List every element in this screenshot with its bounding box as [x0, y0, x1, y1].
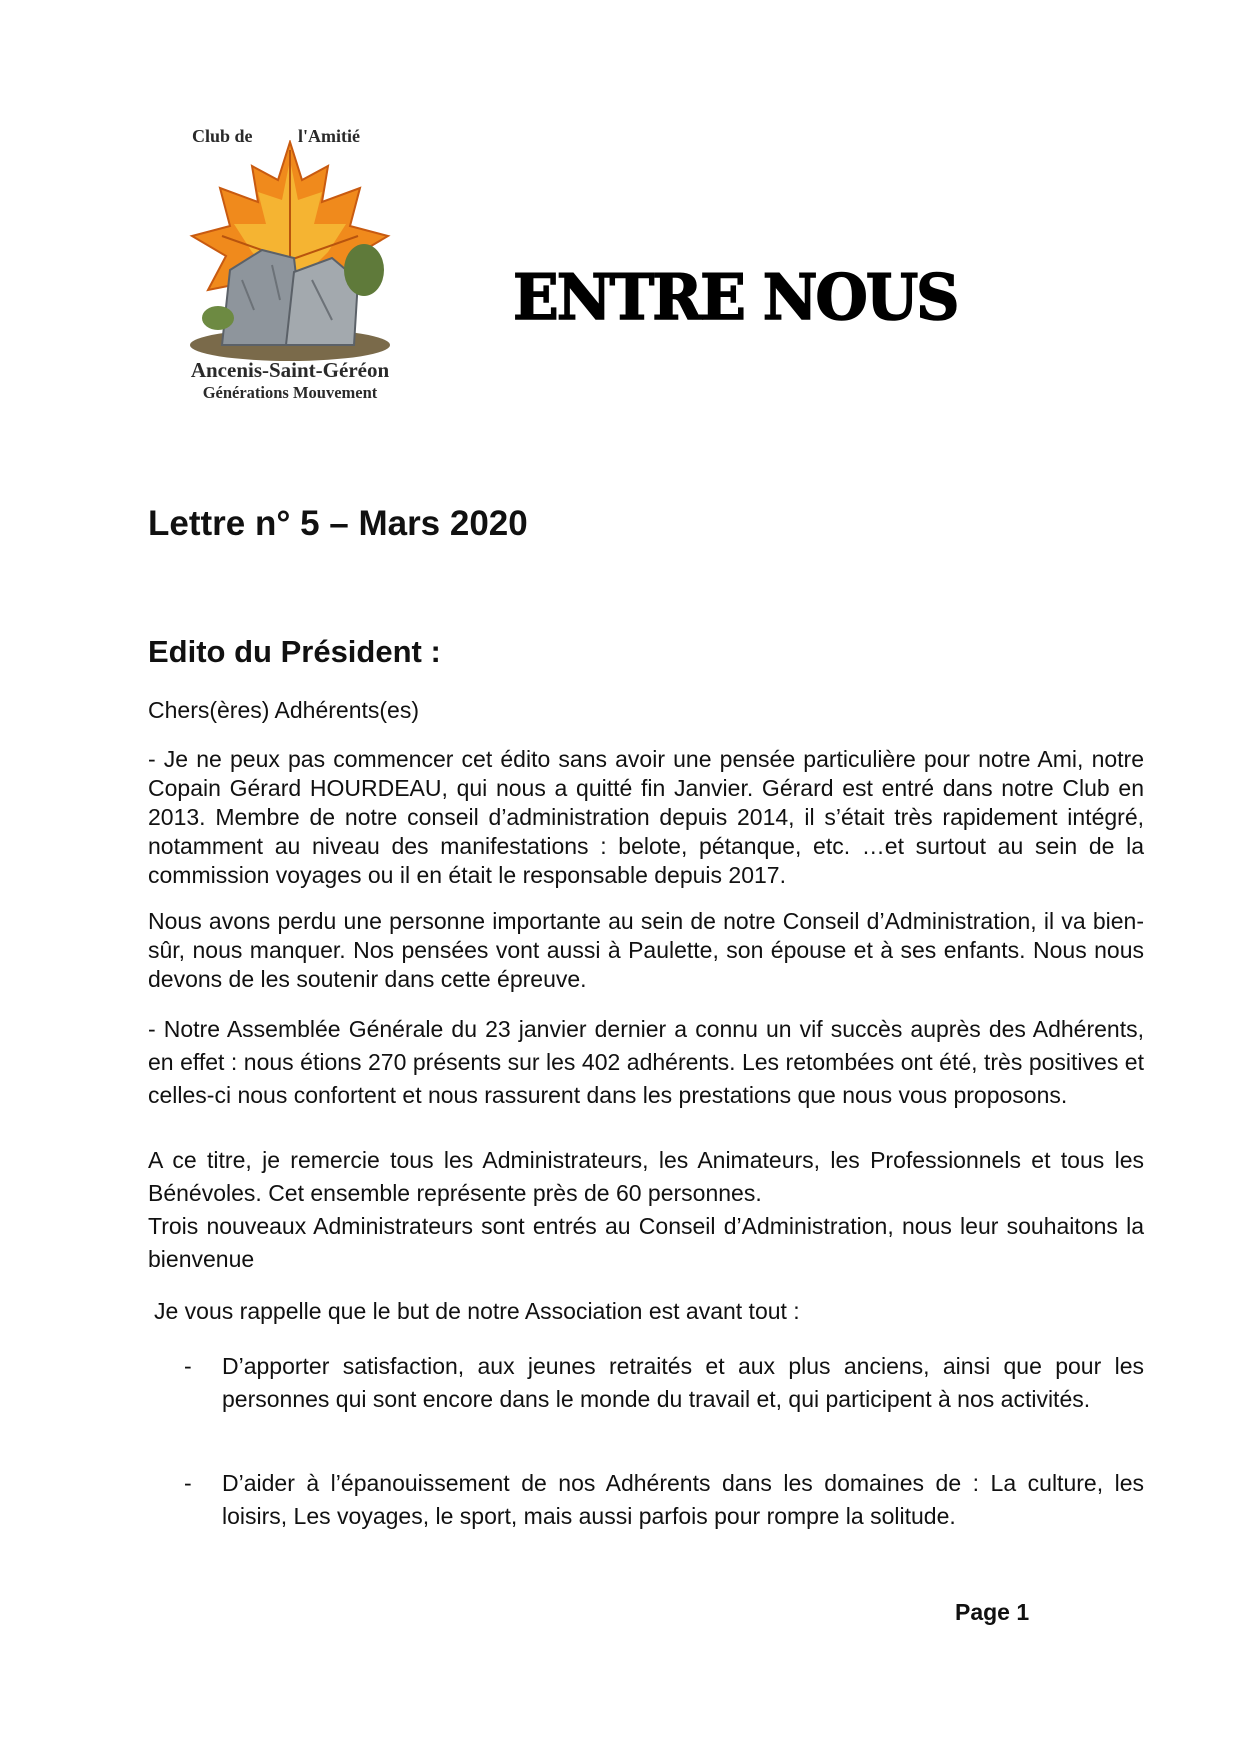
list-item: D’aider à l’épanouissement de nos Adhérents dans les domaines de : La culture, les loisirs, Les voyages, le sport, mais aussi parfois pour rompre la solitude.	[222, 1470, 1144, 1529]
club-logo	[162, 118, 418, 408]
paragraph-new-administrators: Trois nouveaux Administrateurs sont entrés au Conseil d’Administration, nous leur souhaitons la bienvenue	[148, 1213, 1144, 1272]
bullet-marker: -	[184, 1353, 192, 1379]
paragraph-thanks: A ce titre, je remercie tous les Administrateurs, les Animateurs, les Professionnels et tous les Bénévoles. Cet ensemble représente près de 60 personnes.	[148, 1147, 1144, 1206]
list-item: D’apporter satisfaction, aux jeunes retraités et aux plus anciens, ainsi que pour les personnes qui sont encore dans le monde du travail et, qui participent à nos activités.	[222, 1353, 1144, 1412]
maple-leaf-stones-icon	[182, 140, 397, 365]
logo-top-left: Club de	[192, 126, 253, 146]
masthead-title: ENTRE NOUS	[513, 261, 958, 335]
page-number: Page 1	[955, 1599, 1030, 1625]
edito-heading: Edito du Président :	[148, 634, 441, 669]
paragraph-condolences: Nous avons perdu une personne importante au sein de notre Conseil d’Administration, il va bien-sûr, nous manquer. Nos pensées vont aussi à Paulette, son épouse et à ses enfants. Nous nous devons de les soutenir dans cette épreuve.	[148, 908, 1144, 992]
paragraph-tribute: - Je ne peux pas commencer cet édito sans avoir une pensée particulière pour notre Ami, notre Copain Gérard HOURDEAU, qui nous a quitté fin Janvier. Gérard est entré dans notre Club en 2013. Membre de notre conseil d’administration depuis 2014, il s’était très rapidement intégré, notamment au niveau des manifestations : belote, pétanque, etc. …et surtout au sein de la commission voyages ou il en était le responsable depuis 2017.	[148, 746, 1144, 888]
salutation: Chers(ères) Adhérents(es)	[148, 697, 419, 723]
logo-town-name: Ancenis-Saint-Géréon	[190, 358, 390, 382]
issue-title: Lettre n° 5 – Mars 2020	[148, 504, 528, 543]
goals-intro: Je vous rappelle que le but de notre Association est avant tout :	[154, 1298, 800, 1324]
bullet-marker: -	[184, 1470, 192, 1496]
logo-top-right: l'Amitié	[298, 126, 360, 146]
paragraph-general-assembly: - Notre Assemblée Générale du 23 janvier dernier a connu un vif succès auprès des Adhérents, en effet : nous étions 270 présents sur les 402 adhérents. Les retombées ont été, très positives et celles-ci nous confortent et nous rassurent dans les prestations que nous vous proposons.	[148, 1016, 1144, 1108]
logo-subtitle: Générations Mouvement	[202, 383, 378, 402]
